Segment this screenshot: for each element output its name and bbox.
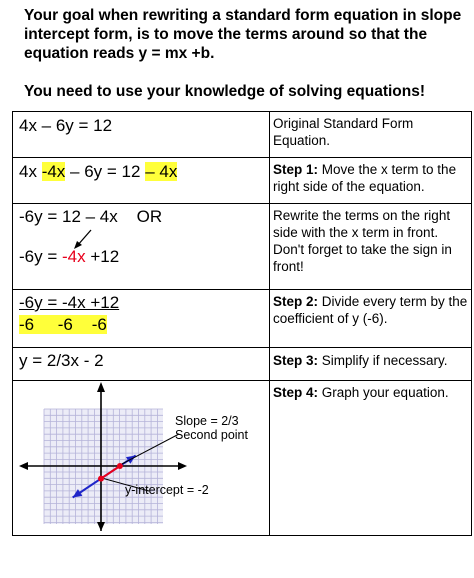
explanation-cell [270, 348, 472, 381]
rewrite-equation-line2 [19, 247, 269, 267]
explanation-cell [270, 158, 472, 204]
explanation-cell [270, 290, 472, 348]
term-middle: – 6y = 12 [65, 162, 146, 181]
explanation-cell [270, 381, 472, 536]
term-4x: 4x [19, 162, 42, 181]
table-row [13, 112, 472, 158]
intro-text [24, 6, 464, 101]
term-left: -6y = [19, 247, 62, 266]
step-label: Step 4: [273, 385, 319, 400]
table-row [13, 204, 472, 290]
divide-equation-line1: -6y = -4x +12 [19, 293, 120, 312]
table-row [13, 348, 472, 381]
explanation-cell [270, 112, 472, 158]
table-row [13, 290, 472, 348]
highlight-minus-4x-right: – 4x [145, 162, 178, 181]
step-label: Step 2: [273, 294, 319, 309]
term-constant: +12 [85, 247, 120, 266]
step-label: Step 1: [273, 162, 319, 177]
original-equation: 4x – 6y = 12 [19, 116, 113, 135]
rewrite-equation-line1: -6y = 12 – 4x OR [19, 207, 163, 226]
step-label: Step 3: [273, 353, 319, 368]
y-intercept-point [98, 476, 104, 482]
second-point-label: Second point [175, 428, 248, 442]
step1-equation [19, 162, 269, 182]
explanation-text: Divide every term by the coefficient of y (-6). [273, 294, 468, 326]
graph-cell [13, 381, 270, 536]
intro-knowledge-paragraph: You need to use your knowledge of solving equations! [24, 83, 426, 100]
y-intercept-label: y-intercept = -2 [125, 483, 209, 497]
steps-table [12, 111, 472, 536]
x-axis-arrow-right [178, 462, 187, 470]
intro-goal-paragraph: Your goal when rewriting a standard form equation in slope intercept form, is to move the terms around so that the equation reads y = mx +b. [24, 7, 462, 62]
explanation-text: Graph your equation. [318, 385, 449, 400]
slope-label: Slope = 2/3 [175, 414, 239, 428]
explanation-cell [270, 204, 472, 290]
explanation-text: Move the x term to the right side of the equation. [273, 162, 457, 194]
highlight-minus-4x-left: -4x [41, 162, 66, 181]
negative-x-term: -4x [62, 247, 86, 266]
table-row [13, 381, 472, 536]
arrow-icon [71, 228, 95, 250]
equation-cell [13, 348, 270, 381]
y-axis-arrow-down [97, 522, 105, 531]
table-row [13, 158, 472, 204]
x-axis-arrow-left [19, 462, 28, 470]
y-axis-arrow-up [97, 382, 105, 392]
equation-cell [13, 158, 270, 204]
equation-cell [13, 290, 270, 348]
explanation-text: Rewrite the terms on the right side with the x term in front. Don't forget to take the sign in front! [273, 208, 452, 274]
simplified-equation: y = 2/3x - 2 [19, 351, 104, 370]
divisor-line: -6 -6 -6 [19, 315, 107, 334]
explanation-text: Original Standard Form Equation. [273, 116, 414, 148]
equation-cell [13, 204, 270, 290]
explanation-text: Simplify if necessary. [318, 353, 448, 368]
graph [13, 381, 253, 531]
equation-cell [13, 112, 270, 158]
